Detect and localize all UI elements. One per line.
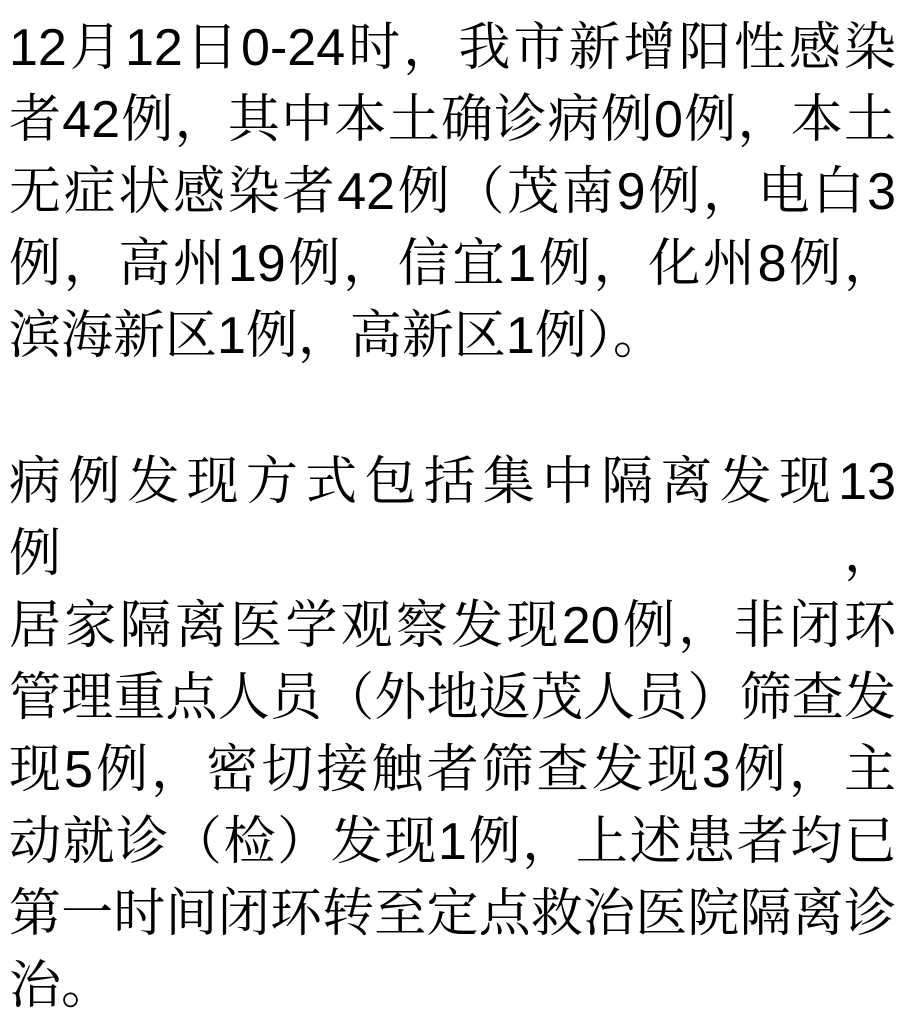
- text-line: 者42例，其中本土确诊病例0例，本土: [9, 91, 896, 149]
- text-line: 无症状感染者42例（茂南9例，电白3: [9, 163, 896, 221]
- text-line: 居家隔离医学观察发现20例，非闭环: [9, 597, 896, 655]
- text-line: 12月12日0-24时，我市新增阳性感染: [9, 19, 896, 77]
- text-line: 病例发现方式包括集中隔离发现13例，: [9, 453, 896, 583]
- paragraph-new-cases: [9, 12, 896, 372]
- text-line: 滨海新区1例，高新区1例）。: [9, 307, 665, 365]
- text-line: 第一时间闭环转至定点救治医院隔离诊: [9, 885, 896, 943]
- text-line: 动就诊（检）发现1例，上述患者均已: [9, 813, 896, 871]
- text-line: 管理重点人员（外地返茂人员）筛查发: [9, 669, 896, 727]
- text-line: 例，高州19例，信宜1例，化州8例，: [9, 235, 896, 293]
- text-line: 现5例，密切接触者筛查发现3例，主: [9, 741, 896, 799]
- paragraph-discovery-methods: [9, 446, 896, 1022]
- text-line: 治。: [9, 957, 114, 1015]
